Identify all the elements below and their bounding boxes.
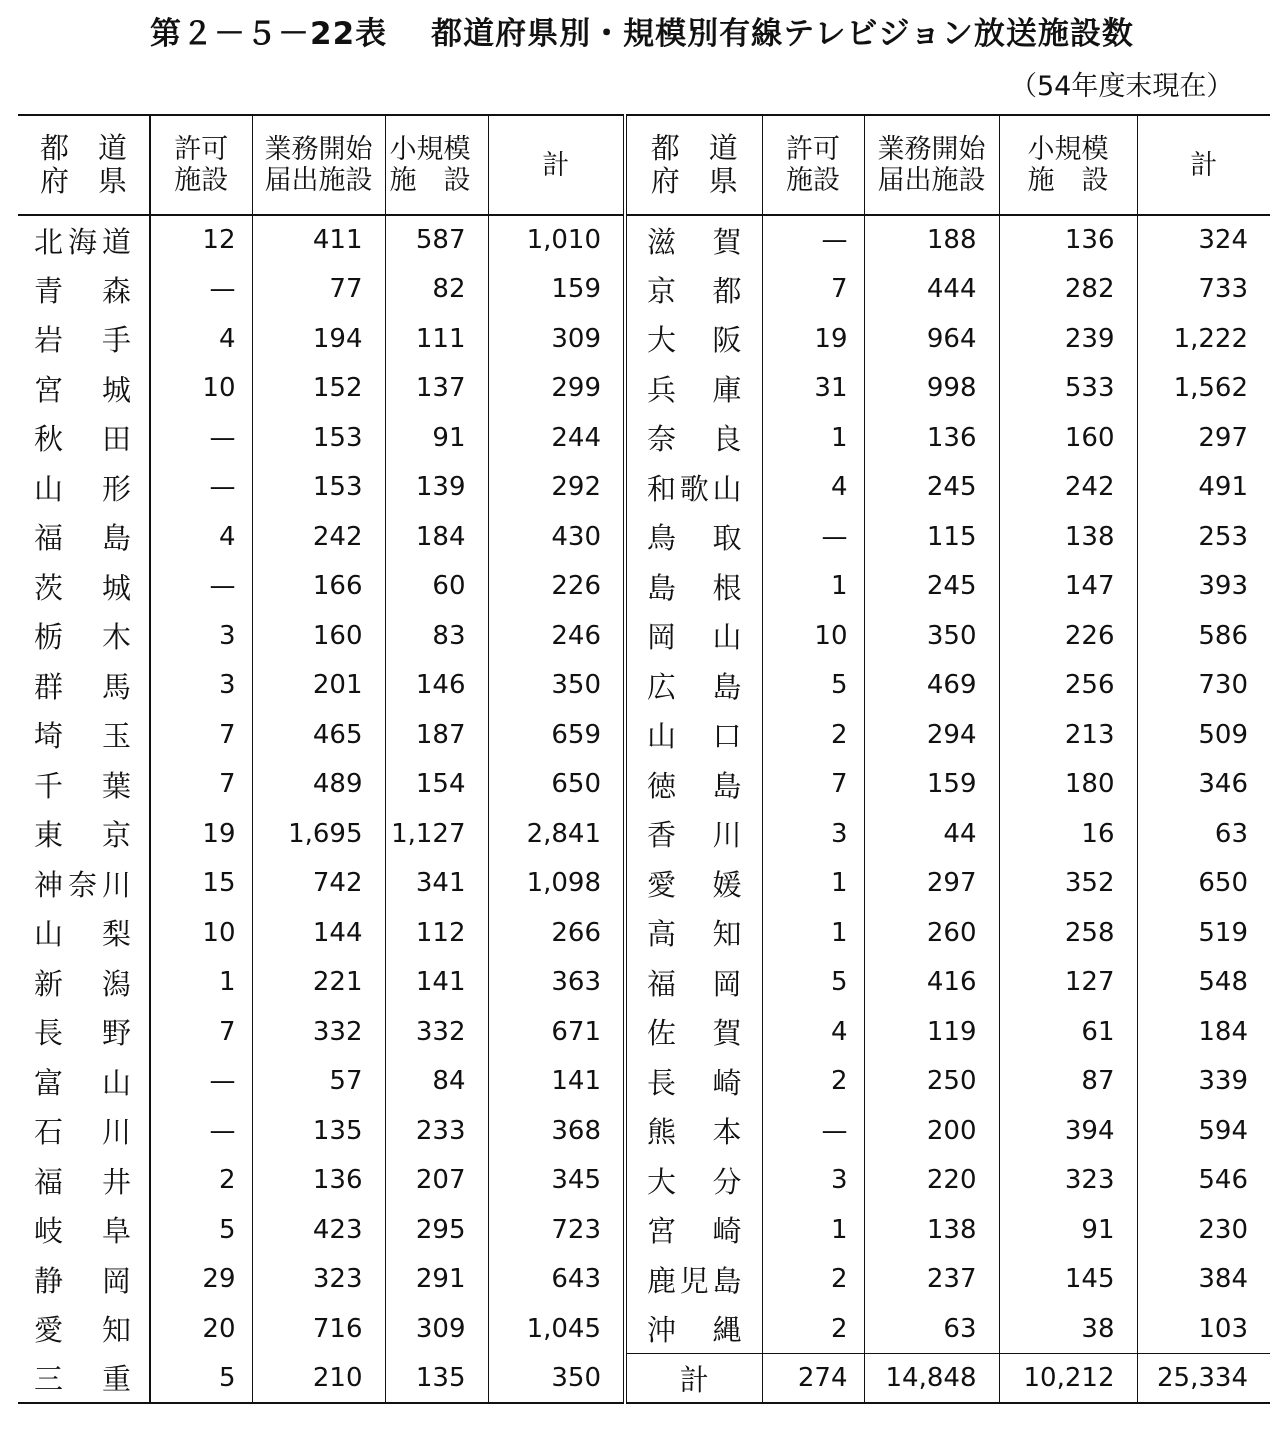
total-count: 253 [1137, 512, 1270, 562]
licensed-count: — [762, 512, 864, 562]
as-of-note: （54年度末現在） [1010, 71, 1234, 102]
summary-label: 計 [625, 1354, 762, 1404]
header-notified-left: 業務開始 届出施設 [252, 115, 385, 215]
table-row [18, 1106, 1270, 1156]
small-count: 137 [385, 364, 488, 414]
licensed-count: — [150, 265, 252, 315]
total-count: 586 [1137, 611, 1270, 661]
small-count: 16 [999, 809, 1137, 859]
prefecture-name: 長野 [34, 1016, 131, 1051]
notified-count: 138 [864, 1205, 999, 1255]
small-count: 394 [999, 1106, 1137, 1156]
total-count: 141 [488, 1057, 625, 1107]
notified-count: 152 [252, 364, 385, 414]
small-count: 83 [385, 611, 488, 661]
small-count: 141 [385, 958, 488, 1008]
total-count: 733 [1137, 265, 1270, 315]
small-count: 242 [999, 463, 1137, 513]
notified-count: 332 [252, 1007, 385, 1057]
prefecture-name: 滋賀 [625, 215, 762, 265]
total-count: 244 [488, 413, 625, 463]
total-count: 1,045 [488, 1304, 625, 1354]
prefecture-name: 大阪 [625, 314, 762, 364]
licensed-count: — [150, 413, 252, 463]
total-count: 730 [1137, 661, 1270, 711]
small-count: 154 [385, 760, 488, 810]
total-count: 345 [488, 1156, 625, 1206]
licensed-count: — [762, 215, 864, 265]
table-row [18, 661, 1270, 711]
licensed-count: 5 [150, 1354, 252, 1404]
prefecture-name: 青森 [34, 273, 131, 308]
total-count: 1,010 [488, 215, 625, 265]
prefecture-name: 愛知 [34, 1313, 131, 1348]
licensed-count: 4 [150, 314, 252, 364]
licensed-count: 31 [762, 364, 864, 414]
header-total-left: 計 [488, 115, 625, 215]
licensed-count: 7 [762, 760, 864, 810]
small-count: 587 [385, 215, 488, 265]
notified-count: 136 [252, 1156, 385, 1206]
small-count: 147 [999, 562, 1137, 612]
prefecture-name: 香川 [625, 809, 762, 859]
notified-count: 411 [252, 215, 385, 265]
prefecture-name: 福岡 [625, 958, 762, 1008]
total-count: 346 [1137, 760, 1270, 810]
prefecture-name: 島根 [625, 562, 762, 612]
header-licensed-left: 許可 施設 [150, 115, 252, 215]
notified-count: 77 [252, 265, 385, 315]
licensed-count: 15 [150, 859, 252, 909]
licensed-count: 5 [762, 958, 864, 1008]
notified-count: 200 [864, 1106, 999, 1156]
table-row [18, 859, 1270, 909]
licensed-count: 12 [150, 215, 252, 265]
notified-count: 63 [864, 1304, 999, 1354]
small-count: 135 [385, 1354, 488, 1404]
notified-count: 57 [252, 1057, 385, 1107]
small-count: 1,127 [385, 809, 488, 859]
small-count: 332 [385, 1007, 488, 1057]
licensed-count: 2 [762, 710, 864, 760]
licensed-count: — [150, 463, 252, 513]
table-row [18, 1057, 1270, 1107]
licensed-count: — [150, 1106, 252, 1156]
prefecture-name: 福井 [34, 1164, 131, 1199]
notified-count: 444 [864, 265, 999, 315]
table-row [18, 463, 1270, 513]
table-row [18, 215, 1270, 265]
notified-count: 144 [252, 908, 385, 958]
small-count: 146 [385, 661, 488, 711]
notified-count: 115 [864, 512, 999, 562]
total-count: 509 [1137, 710, 1270, 760]
total-count: 230 [1137, 1205, 1270, 1255]
notified-count: 416 [864, 958, 999, 1008]
small-count: 323 [999, 1156, 1137, 1206]
table-row [18, 958, 1270, 1008]
summary-licensed: 274 [762, 1354, 864, 1404]
prefecture-name: 岐阜 [34, 1214, 131, 1249]
prefecture-name: 栃木 [34, 620, 131, 655]
licensed-count: 19 [762, 314, 864, 364]
prefecture-name: 鳥取 [625, 512, 762, 562]
total-count: 309 [488, 314, 625, 364]
prefecture-name: 熊本 [625, 1106, 762, 1156]
total-count: 350 [488, 1354, 625, 1404]
notified-count: 245 [864, 562, 999, 612]
notified-count: 136 [864, 413, 999, 463]
licensed-count: 1 [762, 413, 864, 463]
small-count: 61 [999, 1007, 1137, 1057]
table-row [18, 1255, 1270, 1305]
notified-count: 160 [252, 611, 385, 661]
table-row [18, 809, 1270, 859]
total-count: 671 [488, 1007, 625, 1057]
total-count: 1,098 [488, 859, 625, 909]
notified-count: 159 [864, 760, 999, 810]
header-small-right: 小規模 施 設 [999, 115, 1137, 215]
small-count: 213 [999, 710, 1137, 760]
small-count: 91 [999, 1205, 1137, 1255]
prefecture-name: 広島 [625, 661, 762, 711]
small-count: 352 [999, 859, 1137, 909]
total-count: 1,222 [1137, 314, 1270, 364]
prefecture-name: 富山 [34, 1065, 131, 1100]
header-licensed-right: 許可 施設 [762, 115, 864, 215]
total-count: 299 [488, 364, 625, 414]
prefecture-name: 兵庫 [625, 364, 762, 414]
prefecture-name: 三重 [18, 1354, 150, 1404]
licensed-count: 5 [762, 661, 864, 711]
summary-total: 25,334 [1137, 1354, 1270, 1404]
table-row [18, 314, 1270, 364]
small-count: 226 [999, 611, 1137, 661]
small-count: 533 [999, 364, 1137, 414]
total-count: 103 [1137, 1304, 1270, 1354]
small-count: 258 [999, 908, 1137, 958]
licensed-count: 19 [150, 809, 252, 859]
prefecture-name: 大分 [625, 1156, 762, 1206]
small-count: 282 [999, 265, 1137, 315]
notified-count: 294 [864, 710, 999, 760]
licensed-count: 4 [762, 463, 864, 513]
small-count: 111 [385, 314, 488, 364]
notified-count: 1,695 [252, 809, 385, 859]
small-count: 207 [385, 1156, 488, 1206]
prefecture-name: 宮崎 [625, 1205, 762, 1255]
table-row [18, 1007, 1270, 1057]
prefecture-name: 長崎 [625, 1057, 762, 1107]
licensed-count: 3 [762, 809, 864, 859]
summary-small: 10,212 [999, 1354, 1137, 1404]
header-total-right: 計 [1137, 115, 1270, 215]
notified-count: 44 [864, 809, 999, 859]
total-count: 546 [1137, 1156, 1270, 1206]
small-count: 60 [385, 562, 488, 612]
prefecture-name: 岡山 [625, 611, 762, 661]
summary-notified: 14,848 [864, 1354, 999, 1404]
header-small-left: 小規模 施 設 [385, 115, 488, 215]
small-count: 145 [999, 1255, 1137, 1305]
table-row [18, 512, 1270, 562]
header-notified-right: 業務開始 届出施設 [864, 115, 999, 215]
total-count: 63 [1137, 809, 1270, 859]
licensed-count: 1 [150, 958, 252, 1008]
licensed-count: 3 [150, 611, 252, 661]
licensed-count: — [150, 1057, 252, 1107]
notified-count: 350 [864, 611, 999, 661]
total-count: 292 [488, 463, 625, 513]
notified-count: 260 [864, 908, 999, 958]
licensed-count: 1 [762, 859, 864, 909]
total-count: 548 [1137, 958, 1270, 1008]
licensed-count: 29 [150, 1255, 252, 1305]
total-count: 184 [1137, 1007, 1270, 1057]
table-row [18, 1205, 1270, 1255]
total-count: 350 [488, 661, 625, 711]
prefecture-name: 鹿児島 [625, 1255, 762, 1305]
notified-count: 119 [864, 1007, 999, 1057]
licensed-count: 10 [150, 364, 252, 414]
prefecture-name: 山梨 [34, 917, 131, 952]
small-count: 136 [999, 215, 1137, 265]
total-count: 266 [488, 908, 625, 958]
small-count: 127 [999, 958, 1137, 1008]
table-title [150, 8, 1134, 53]
notified-count: 423 [252, 1205, 385, 1255]
table-row [18, 710, 1270, 760]
notified-count: 964 [864, 314, 999, 364]
prefecture-name: 新潟 [34, 966, 131, 1001]
small-count: 256 [999, 661, 1137, 711]
prefecture-name: 神奈川 [34, 867, 131, 902]
total-count: 363 [488, 958, 625, 1008]
total-count: 324 [1137, 215, 1270, 265]
total-count: 491 [1137, 463, 1270, 513]
notified-count: 194 [252, 314, 385, 364]
prefecture-name: 千葉 [34, 768, 131, 803]
licensed-count: 1 [762, 1205, 864, 1255]
small-count: 84 [385, 1057, 488, 1107]
cable-tv-facilities-table [18, 114, 1270, 1404]
licensed-count: 20 [150, 1304, 252, 1354]
header-prefecture-left: 都 道 府 県 [18, 115, 150, 215]
total-count: 384 [1137, 1255, 1270, 1305]
notified-count: 153 [252, 413, 385, 463]
licensed-count: 7 [150, 760, 252, 810]
licensed-count: 7 [150, 1007, 252, 1057]
licensed-count: 2 [762, 1304, 864, 1354]
table-row [18, 908, 1270, 958]
table-row [18, 611, 1270, 661]
prefecture-name: 岩手 [34, 323, 131, 358]
notified-count: 465 [252, 710, 385, 760]
table-number: 第２－５－22表 [150, 16, 388, 52]
prefecture-name: 京都 [625, 265, 762, 315]
table-row [18, 413, 1270, 463]
licensed-count: 7 [762, 265, 864, 315]
notified-count: 242 [252, 512, 385, 562]
notified-count: 998 [864, 364, 999, 414]
prefecture-name: 沖縄 [625, 1304, 762, 1354]
licensed-count: — [762, 1106, 864, 1156]
prefecture-name: 茨城 [34, 570, 131, 605]
notified-count: 716 [252, 1304, 385, 1354]
small-count: 180 [999, 760, 1137, 810]
total-count: 297 [1137, 413, 1270, 463]
table-row [18, 364, 1270, 414]
total-count: 246 [488, 611, 625, 661]
total-count: 226 [488, 562, 625, 612]
small-count: 309 [385, 1304, 488, 1354]
small-count: 82 [385, 265, 488, 315]
prefecture-name: 奈良 [625, 413, 762, 463]
licensed-count: 1 [762, 562, 864, 612]
small-count: 138 [999, 512, 1137, 562]
notified-count: 489 [252, 760, 385, 810]
notified-count: 237 [864, 1255, 999, 1305]
licensed-count: 7 [150, 710, 252, 760]
notified-count: 201 [252, 661, 385, 711]
notified-count: 250 [864, 1057, 999, 1107]
total-count: 723 [488, 1205, 625, 1255]
small-count: 87 [999, 1057, 1137, 1107]
total-count: 430 [488, 512, 625, 562]
prefecture-name: 山口 [625, 710, 762, 760]
prefecture-name: 東京 [34, 818, 131, 853]
total-count: 650 [488, 760, 625, 810]
small-count: 295 [385, 1205, 488, 1255]
prefecture-name: 埼玉 [34, 719, 131, 754]
total-count: 643 [488, 1255, 625, 1305]
prefecture-name: 山形 [34, 471, 131, 506]
header-prefecture-right: 都 道 府 県 [625, 115, 762, 215]
licensed-count: 10 [150, 908, 252, 958]
small-count: 139 [385, 463, 488, 513]
total-count: 368 [488, 1106, 625, 1156]
licensed-count: 4 [762, 1007, 864, 1057]
prefecture-name: 静岡 [34, 1263, 131, 1298]
small-count: 160 [999, 413, 1137, 463]
table-row [18, 1354, 1270, 1404]
notified-count: 469 [864, 661, 999, 711]
table-row [18, 562, 1270, 612]
prefecture-name: 高知 [625, 908, 762, 958]
small-count: 239 [999, 314, 1137, 364]
licensed-count: 2 [762, 1255, 864, 1305]
small-count: 233 [385, 1106, 488, 1156]
notified-count: 210 [252, 1354, 385, 1404]
small-count: 291 [385, 1255, 488, 1305]
table-row [18, 1304, 1270, 1354]
total-count: 393 [1137, 562, 1270, 612]
prefecture-name: 北海道 [34, 224, 131, 259]
small-count: 91 [385, 413, 488, 463]
small-count: 112 [385, 908, 488, 958]
table-name: 都道府県別・規模別有線テレビジョン放送施設数 [431, 16, 1134, 52]
total-count: 594 [1137, 1106, 1270, 1156]
prefecture-name: 宮城 [34, 372, 131, 407]
header-row [18, 115, 1270, 215]
total-count: 2,841 [488, 809, 625, 859]
table-row [18, 1156, 1270, 1206]
total-count: 519 [1137, 908, 1270, 958]
notified-count: 221 [252, 958, 385, 1008]
prefecture-name: 福島 [34, 521, 131, 556]
prefecture-name: 愛媛 [625, 859, 762, 909]
prefecture-name: 群馬 [34, 669, 131, 704]
total-count: 339 [1137, 1057, 1270, 1107]
prefecture-name: 秋田 [34, 422, 131, 457]
total-count: 1,562 [1137, 364, 1270, 414]
prefecture-name: 和歌山 [625, 463, 762, 513]
prefecture-name: 徳島 [625, 760, 762, 810]
licensed-count: 2 [150, 1156, 252, 1206]
licensed-count: 10 [762, 611, 864, 661]
prefecture-name: 佐賀 [625, 1007, 762, 1057]
small-count: 38 [999, 1304, 1137, 1354]
licensed-count: 3 [150, 661, 252, 711]
notified-count: 742 [252, 859, 385, 909]
notified-count: 188 [864, 215, 999, 265]
table-row [18, 760, 1270, 810]
notified-count: 166 [252, 562, 385, 612]
licensed-count: 3 [762, 1156, 864, 1206]
notified-count: 135 [252, 1106, 385, 1156]
total-count: 650 [1137, 859, 1270, 909]
notified-count: 323 [252, 1255, 385, 1305]
licensed-count: 4 [150, 512, 252, 562]
total-count: 659 [488, 710, 625, 760]
licensed-count: 2 [762, 1057, 864, 1107]
notified-count: 245 [864, 463, 999, 513]
table-row [18, 265, 1270, 315]
notified-count: 153 [252, 463, 385, 513]
prefecture-name: 石川 [34, 1115, 131, 1150]
small-count: 184 [385, 512, 488, 562]
total-count: 159 [488, 265, 625, 315]
small-count: 187 [385, 710, 488, 760]
notified-count: 297 [864, 859, 999, 909]
licensed-count: 1 [762, 908, 864, 958]
small-count: 341 [385, 859, 488, 909]
notified-count: 220 [864, 1156, 999, 1206]
licensed-count: 5 [150, 1205, 252, 1255]
licensed-count: — [150, 562, 252, 612]
